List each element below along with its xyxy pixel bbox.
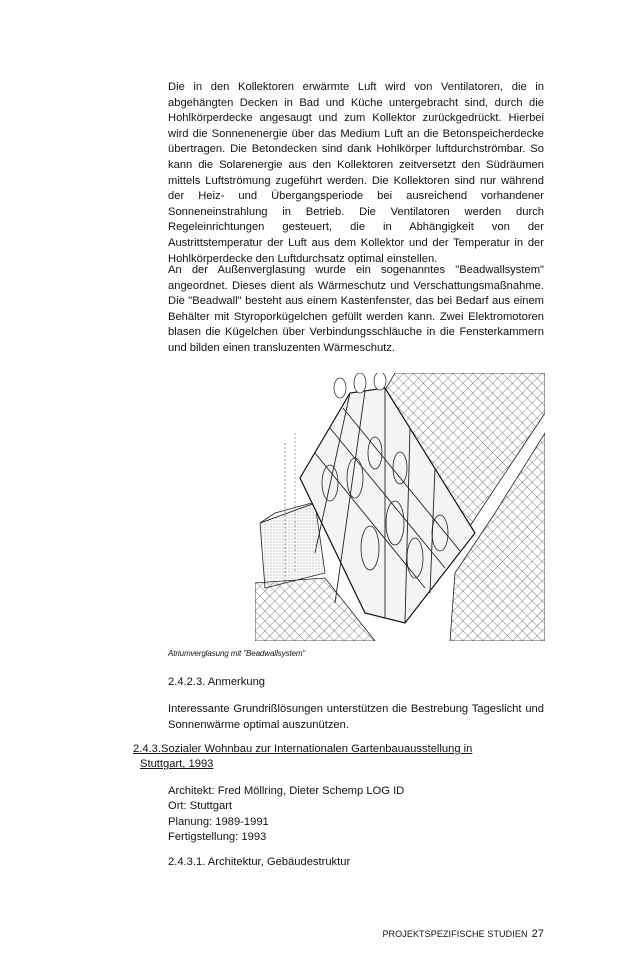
info-ort: Ort: Stuttgart	[168, 800, 233, 813]
figure-caption: Atriumverglasung mit "Beadwallsystem"	[168, 649, 306, 658]
page-number: 27	[531, 928, 544, 940]
project-info	[168, 784, 508, 845]
subsection-heading-architektur: 2.4.3.1. Architektur, Gebäudestruktur	[168, 856, 351, 868]
section-heading	[133, 742, 513, 772]
paragraph-collector-ventilation: Die in den Kollektoren erwärmte Luft wird von Ventilatoren, die in abgehängten Decken in Bad und Küche untergebracht sind, durch die Hohlkörperdecke angesaugt und zum Kollektor zurückgedrückt. Hierbei wird die Sonnenenergie über das Medium Luft an die Betonspeicherdecke übertragen. Die Betondecken sind dank Hohlkörper luftdurchströmbar. So kann die Solarenergie aus den Kollektoren zeitversetzt den Südräumen mittels Luftströmung zugeführt werden. Die Kollektoren sind nur während der Heiz- und Übergangsperiode bei ausreichend vorhandener Sonneneinstrahlung in Betrieb. Die Ventilatoren werden durch Regeleinrichtungen gesteuert, die in Abhängigkeit von der Austrittstemperatur der Luft aus dem Kollektor und der Temperatur in der Hohlkörperdecke den Luftdurchsatz optimal einstellen.	[168, 81, 544, 265]
info-planung: Planung: 1989-1991	[168, 815, 269, 828]
section-heading-line2: Stuttgart, 1993	[140, 758, 214, 770]
atrium-glazing-illustration	[255, 373, 545, 641]
paragraph-beadwall-system: An der Außenverglasung wurde ein sogenanntes "Beadwallsystem" angeordnet. Dieses dient als Wärmeschutz und Verschattungsmaßnahme. Die "Beadwall" besteht aus einem Kastenfenster, das bei Bedarf aus einem Behälter mit Styroporkügelchen gefüllt werden kann. Zwei Elektromotoren blasen die Kügelchen über Verbindungsschläuche in die Fensterkammern und bilden einen transluzenten Wärmeschutz.	[168, 264, 544, 354]
footer-label: PROJEKTSPEZIFISCHE STUDIEN	[382, 929, 528, 939]
subsection-heading-anmerkung: 2.4.2.3. Anmerkung	[168, 676, 266, 688]
page-footer	[382, 928, 544, 940]
info-architekt: Architekt: Fred Möllring, Dieter Schemp LOG ID	[168, 785, 405, 797]
paragraph-grundriss: Interessante Grundrißlösungen unterstützen die Bestrebung Tageslicht und Sonnenwärme optimal auszunützen.	[168, 703, 544, 731]
atrium-drawing	[255, 373, 545, 641]
info-fertigstellung: Fertigstellung: 1993	[168, 830, 267, 843]
section-heading-line1: 2.4.3.Sozialer Wohnbau zur Internationalen Gartenbauausstellung in	[133, 743, 473, 755]
